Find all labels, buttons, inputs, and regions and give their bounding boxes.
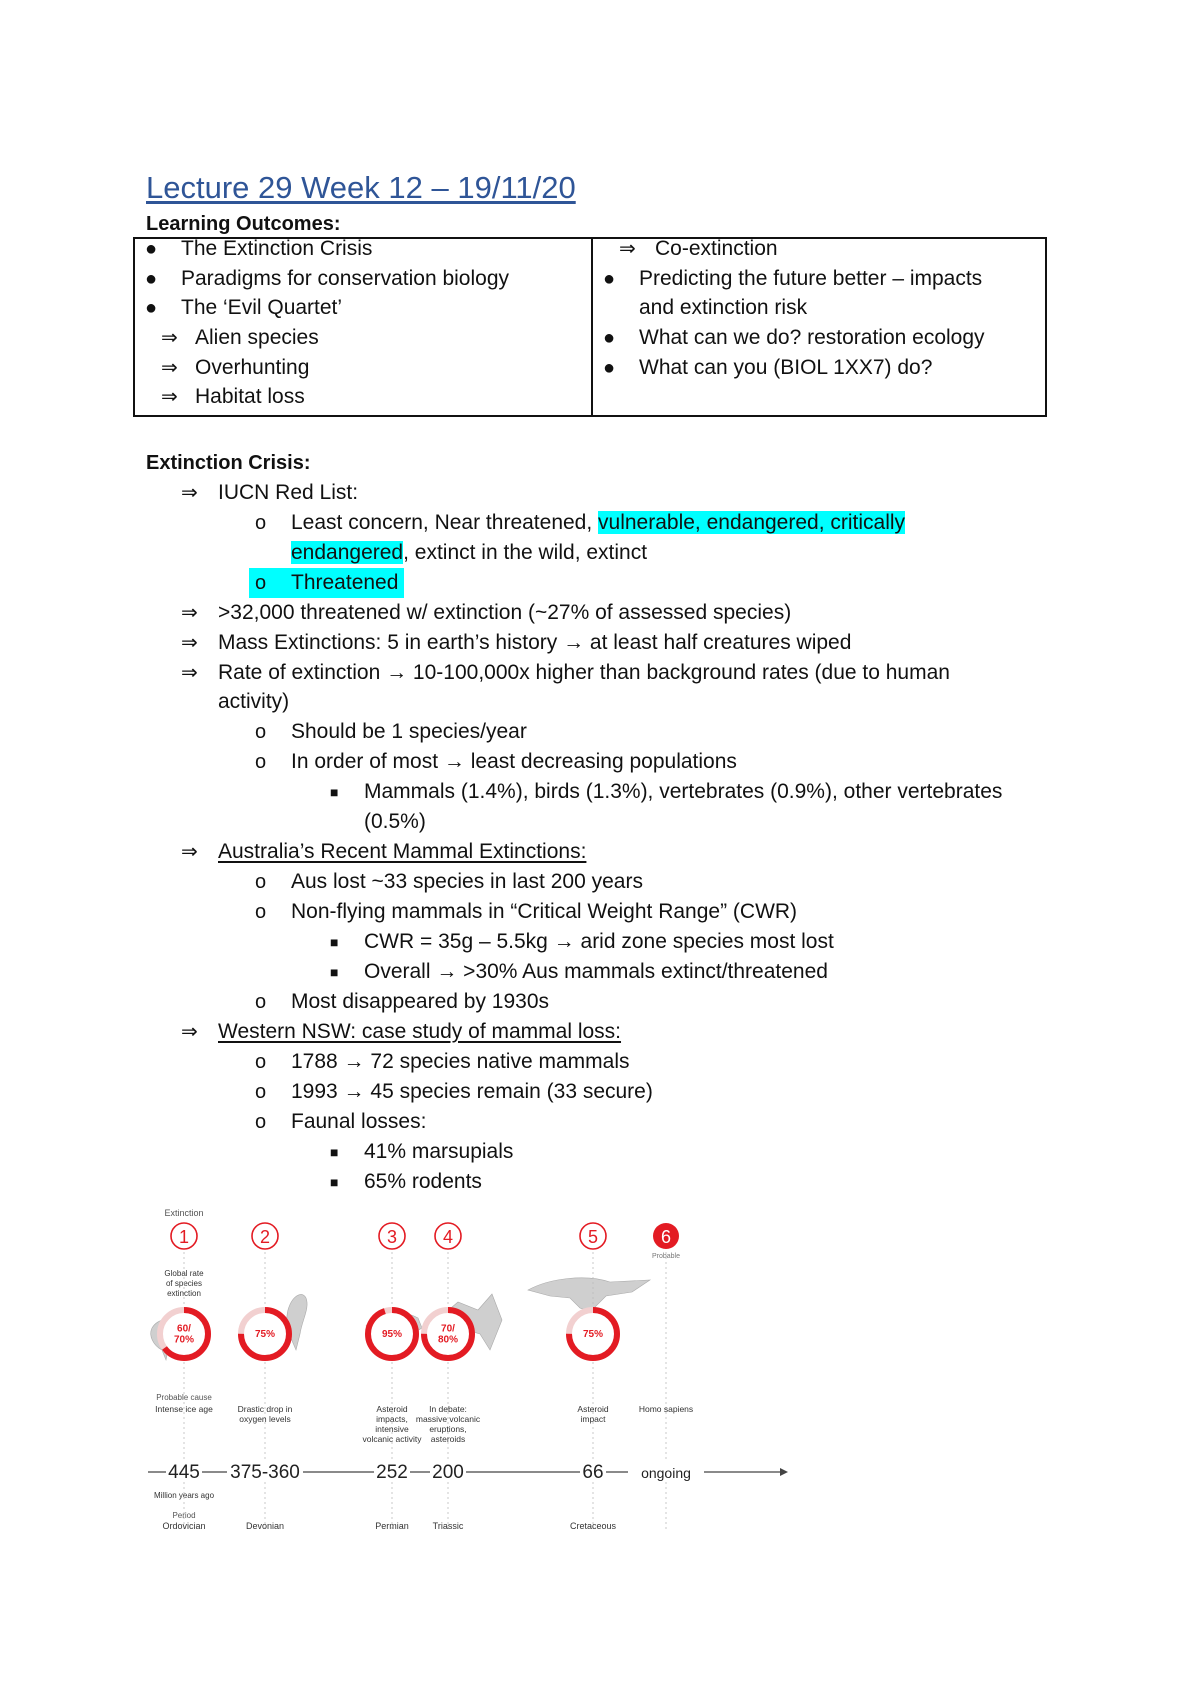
note-iucn-categories-cont (291, 538, 647, 568)
rate-percent: 70% (173, 1334, 195, 1346)
outcome-item: The ‘Evil Quartet’ (181, 296, 343, 319)
period-label: Period (172, 1511, 196, 1520)
arrow-icon: ⇒ (161, 386, 178, 408)
event-period: Triassic (432, 1521, 464, 1531)
note-should: Should be 1 species/year (291, 720, 527, 743)
event-time: 200 (432, 1462, 464, 1483)
note-threatened: Threatened (291, 571, 399, 594)
outcomes-right-column (593, 239, 1045, 415)
event-cause: Intense ice age (155, 1404, 213, 1414)
rate-percent: 95% (381, 1329, 403, 1340)
square-bullet-icon: ■ (330, 964, 339, 980)
event-cause: asteroids (430, 1434, 466, 1444)
note-1788: 1788 → 72 species native mammals (291, 1050, 630, 1073)
event-cause: Asteroid (376, 1404, 408, 1414)
event-number: 2 (259, 1227, 271, 1247)
rate-percent: 70/ (441, 1323, 455, 1335)
extinctions-timeline-figure (140, 1200, 800, 1550)
outcome-subitem: Habitat loss (195, 385, 305, 408)
event-period: Permian (375, 1521, 409, 1531)
rate-percent: 75% (582, 1329, 604, 1340)
outcome-item-continued: and extinction risk (639, 296, 808, 319)
note-order: In order of most → least decreasing populations (291, 750, 737, 773)
event-cause: In debate: (429, 1404, 467, 1414)
event-cause: massive volcanic (415, 1414, 481, 1424)
rate-percent: 75% (254, 1329, 276, 1340)
note-mammals-cont: (0.5%) (364, 810, 426, 833)
probable-cause-label: Probable cause (156, 1393, 212, 1402)
note-most: Most disappeared by 1930s (291, 990, 549, 1013)
figure-events (154, 1208, 704, 1531)
rate-percent: 80% (437, 1334, 459, 1346)
event-time: 375-360 (230, 1462, 300, 1483)
event-period: Ordovician (162, 1521, 206, 1531)
note-mass-extinctions: Mass Extinctions: 5 in earth’s history → at least half creatures wiped (218, 631, 852, 654)
event-time: 252 (376, 1462, 408, 1483)
note-aus-lost: Aus lost ~33 species in last 200 years (291, 870, 643, 893)
circle-bullet-icon: o (255, 901, 267, 923)
note-nonflying: Non-flying mammals in “Critical Weight Range” (CWR) (291, 900, 798, 923)
outcome-subitem: Co-extinction (655, 237, 778, 260)
outcome-item: Paradigms for conservation biology (181, 267, 510, 290)
event-cause: impact (580, 1414, 606, 1424)
note-mammals: Mammals (1.4%), birds (1.3%), vertebrates (0.9%), other vertebrates (364, 780, 1003, 803)
event-cause: intensive (375, 1424, 409, 1434)
learning-outcomes-label: Learning Outcomes: (146, 213, 341, 235)
page-title: Lecture 29 Week 12 – 19/11/20 (146, 170, 576, 205)
arrow-icon: ⇒ (181, 602, 198, 624)
note-overall: Overall → >30% Aus mammals extinct/threatened (364, 960, 828, 983)
event-time: 445 (168, 1462, 200, 1483)
arrow-icon: ⇒ (161, 327, 178, 349)
highlighted-text: vulnerable, endangered, critically (598, 511, 906, 534)
note-1993: 1993 → 45 species remain (33 secure) (291, 1080, 653, 1103)
note-western-heading: Western NSW: case study of mammal loss: (218, 1020, 622, 1043)
arrow-icon: ⇒ (181, 841, 198, 863)
rate-percent: 60/ (177, 1323, 191, 1335)
iucn-text: , extinct in the wild, extinct (403, 541, 648, 564)
event-cause: impacts, (376, 1414, 408, 1424)
event-cause: Drastic drop in (237, 1404, 293, 1414)
outcome-subitem: Alien species (195, 326, 319, 349)
probable-label: Probable (651, 1253, 681, 1260)
note-marsupials: 41% marsupials (364, 1140, 514, 1163)
event-number: 4 (442, 1227, 454, 1247)
arrow-icon: ⇒ (181, 632, 198, 654)
square-bullet-icon: ■ (330, 934, 339, 950)
event-cause: eruptions, (429, 1424, 467, 1434)
event-number: 6 (660, 1227, 672, 1247)
event-cause: Asteroid (577, 1404, 609, 1414)
note-rate-cont: activity) (218, 690, 290, 713)
circle-bullet-icon: o (255, 1051, 267, 1073)
circle-bullet-icon: o (255, 721, 267, 743)
outcome-item: What can we do? restoration ecology (639, 326, 985, 349)
note-threatened-count: >32,000 threatened w/ extinction (~27% of assessed species) (218, 601, 792, 624)
note-cwr: CWR = 35g – 5.5kg → arid zone species most lost (364, 930, 834, 953)
arrow-icon: ⇒ (161, 357, 178, 379)
square-bullet-icon: ■ (330, 1144, 339, 1160)
circle-bullet-icon: o (255, 512, 267, 534)
circle-bullet-icon: o (255, 1111, 267, 1133)
outcome-item: The Extinction Crisis (181, 237, 373, 260)
outcome-item: Predicting the future better – impacts (639, 267, 983, 290)
bullet-icon: ● (145, 238, 158, 260)
iucn-text: Least concern, Near threatened, (291, 511, 599, 534)
circle-bullet-icon: o (255, 1081, 267, 1103)
note-faunal: Faunal losses: (291, 1110, 427, 1133)
event-time: 66 (582, 1462, 604, 1483)
circle-bullet-icon: o (255, 751, 267, 773)
note-aus-heading: Australia’s Recent Mammal Extinctions: (218, 840, 587, 863)
bullet-icon: ● (603, 268, 616, 290)
outcome-subitem: Overhunting (195, 356, 310, 379)
learning-outcomes-table (133, 237, 1047, 417)
event-number: 3 (386, 1227, 398, 1247)
square-bullet-icon: ■ (330, 1174, 339, 1190)
extinction-label: Extinction (164, 1208, 204, 1218)
bullet-icon: ● (603, 327, 616, 349)
bullet-icon: ● (145, 297, 158, 319)
note-rate: Rate of extinction → 10-100,000x higher than background rates (due to human (218, 661, 950, 684)
outcomes-left-column (135, 239, 593, 415)
highlighted-text: endangered (291, 541, 404, 564)
arrow-icon: ⇒ (181, 662, 198, 684)
bullet-icon: ● (603, 357, 616, 379)
event-period: Cretaceous (569, 1521, 617, 1531)
arrow-icon: ⇒ (181, 482, 198, 504)
note-iucn: IUCN Red List: (218, 481, 359, 504)
event-number: 5 (587, 1227, 599, 1247)
event-cause: oxygen levels (239, 1414, 291, 1424)
square-bullet-icon: ■ (330, 784, 339, 800)
global-rate-label: Global rate (164, 1269, 204, 1278)
note-rodents: 65% rodents (364, 1170, 482, 1193)
arrow-icon: ⇒ (181, 1021, 198, 1043)
event-time: ongoing (641, 1465, 691, 1481)
global-rate-label: of species (165, 1279, 203, 1288)
section-heading: Extinction Crisis: (146, 452, 311, 474)
circle-bullet-icon: o (255, 871, 267, 893)
circle-bullet-icon: o (255, 572, 267, 594)
event-number: 1 (178, 1227, 190, 1247)
event-cause: volcanic activity (362, 1434, 422, 1444)
figure-static (148, 1278, 788, 1476)
global-rate-label: extinction (167, 1289, 201, 1298)
arrow-icon: ⇒ (619, 238, 636, 260)
outcome-item: What can you (BIOL 1XX7) do? (639, 356, 933, 379)
note-iucn-categories (291, 508, 905, 538)
event-cause: Homo sapiens (638, 1404, 694, 1414)
event-period: Devonian (245, 1521, 285, 1531)
dinosaur-silhouette-icon (528, 1278, 650, 1312)
bullet-icon: ● (145, 268, 158, 290)
timeline-arrow-icon (780, 1468, 788, 1476)
million-years-label: Million years ago (153, 1491, 215, 1500)
circle-bullet-icon: o (255, 991, 267, 1013)
